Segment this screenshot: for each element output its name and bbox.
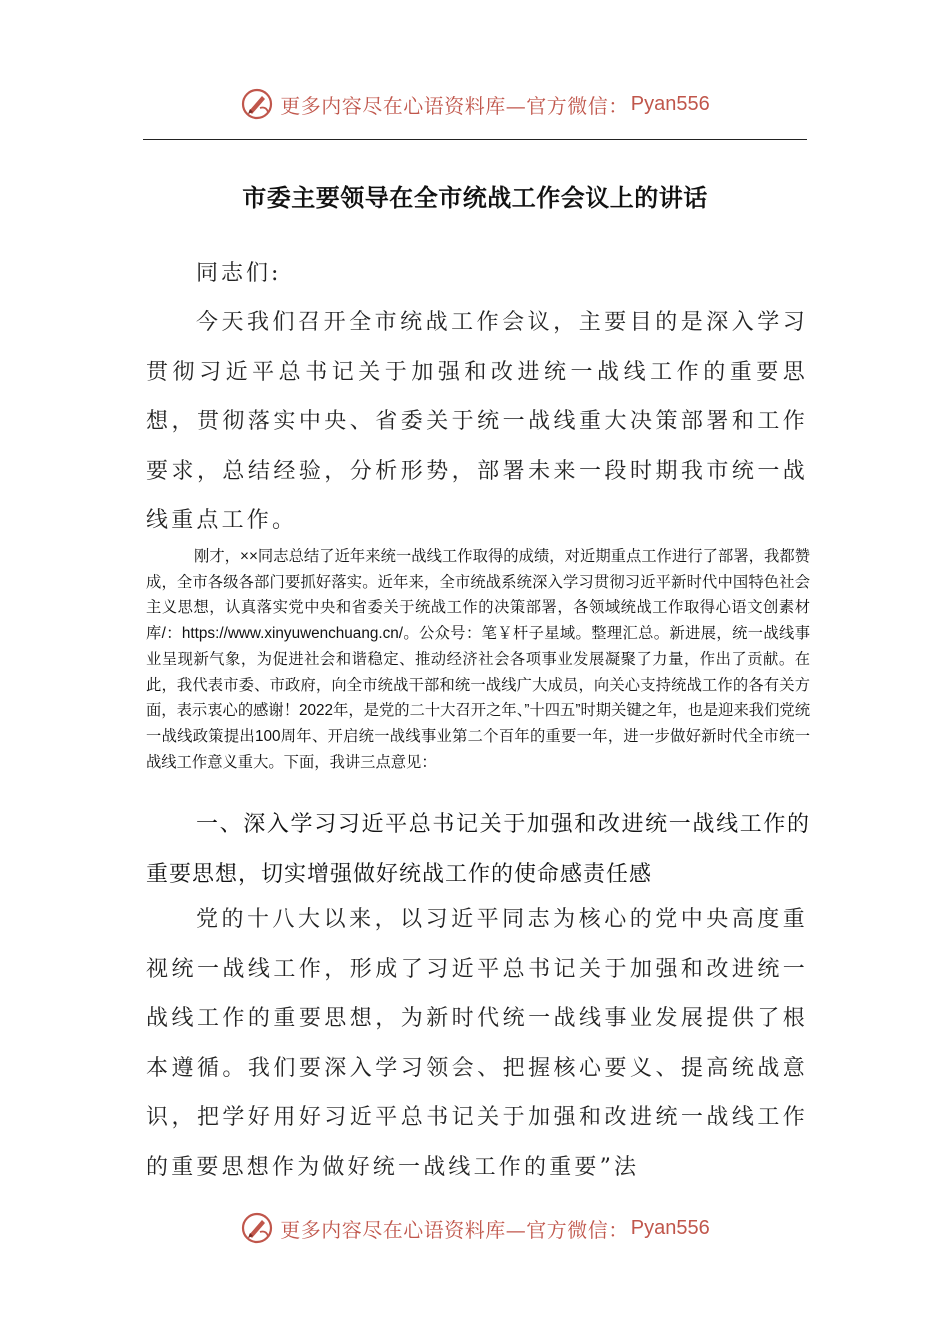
header-banner	[0, 82, 950, 126]
page-title: 市委主要领导在全市统战工作会议上的讲话	[242, 183, 708, 212]
footer-banner	[0, 1206, 950, 1250]
banner-wechat-id: Pyan556	[630, 1216, 710, 1239]
section-heading-one: 一、深入学习习近平总书记关于加强和改进统一战线工作的重要思想，切实增强做好统战工作的使命感责任感	[146, 812, 810, 887]
paragraph-section-one: 党的十八大以来，以习近平同志为核心的党中央高度重视统一战线工作，形成了习近平总书记关于加强和改进统一战线工作的重要思想，为新时代统一战线事业发展提供了根本遵循。我们要深入学习领会、把握核心要义、提高统战意识，把学好用好习近平总书记关于加强和改进统一战线工作的重要思想作为做好统一战线工作的重要”法	[146, 907, 808, 1180]
salutation: 同志们:	[196, 261, 282, 286]
header-divider	[143, 139, 807, 140]
pen-logo-icon	[240, 87, 274, 121]
paragraph-review: 刚才，××同志总结了近年来统一战线工作取得的成绩，对近期重点工作进行了部署，我都赞成，全市各级各部门要抓好落实。近年来，全市统战系统深入学习贯彻习近平新时代中国特色社会主义思想，认真落实党中央和省委关于统战工作的决策部署，各领域统战工作取得心语文创素材库/：https://www.xinyuwenchuang.cn/。公众号：笔￥杆子星域。整理汇总。新进展，统一战线事业呈现新气象，为促进社会和谐稳定、推动经济社会各项事业发展凝聚了力量，作出了贡献。在此，我代表市委、市政府，向全市统战干部和统一战线广大成员，向关心支持统战工作的各有关方面，表示衷心的感谢！2022年，是党的二十大召开之年、”十四五”时期关键之年，也是迎来我们党统一战线政策提出100周年、开启统一战线事业第二个百年的重要一年，进一步做好新时代全市统一战线工作意义重大。下面，我讲三点意见：	[146, 548, 810, 771]
banner-text: 更多内容尽在心语资料库—官方微信：	[280, 93, 629, 118]
pen-logo-icon	[240, 1211, 274, 1245]
banner-text: 更多内容尽在心语资料库—官方微信：	[280, 1217, 629, 1242]
paragraph-intro: 今天我们召开全市统战工作会议，主要目的是深入学习贯彻习近平总书记关于加强和改进统一战线工作的重要思想，贯彻落实中央、省委关于统一战线重大决策部署和工作要求，总结经验，分析形势，部署未来一段时期我市统一战线重点工作。	[146, 310, 808, 534]
banner-wechat-id: Pyan556	[630, 92, 710, 115]
